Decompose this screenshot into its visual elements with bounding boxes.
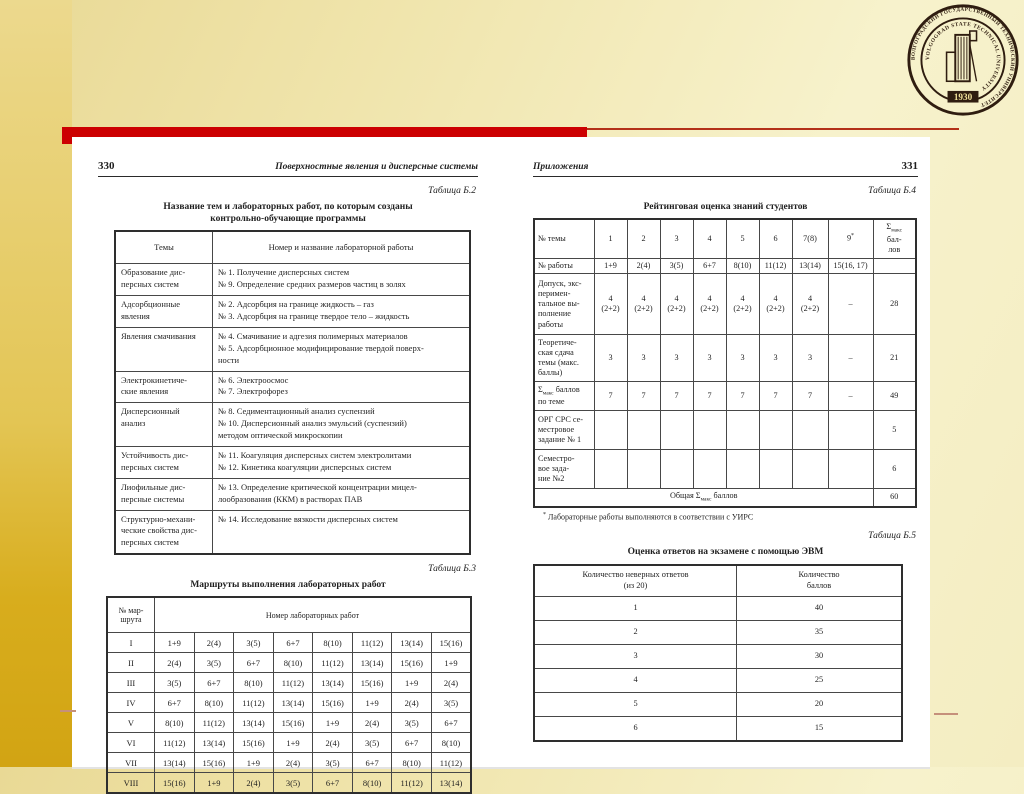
works-cell: № 11. Коагуляция дисперсных систем электролитами № 12. Кинетика коагуляции дисперсных систем — [213, 447, 471, 479]
left-page-number: 330 — [98, 160, 115, 172]
left-running-header: Поверхностные явления и дисперсные системы — [275, 161, 478, 172]
table-cell: 8(10) — [155, 713, 195, 733]
table-row — [534, 411, 916, 450]
table-cell — [693, 411, 726, 450]
table-header-cell: 4 — [693, 219, 726, 259]
row-label-cell: Семестро- вое зада- ние №2 — [534, 450, 594, 489]
table-header-cell: 3 — [660, 219, 693, 259]
table-cell: 7 — [792, 382, 828, 411]
table-cell: 7 — [693, 382, 726, 411]
table-cell: VIII — [107, 773, 155, 794]
table-cell: 3(5) — [392, 713, 432, 733]
table-row — [115, 510, 470, 554]
table-cell — [693, 450, 726, 489]
table-cell: 13(14) — [792, 258, 828, 273]
table-cell: 6+7 — [234, 653, 274, 673]
table-header-cell: № темы — [534, 219, 594, 259]
table-cell: 35 — [737, 620, 902, 644]
table-cell: 6+7 — [194, 673, 234, 693]
table-cell: 11(12) — [392, 773, 432, 794]
table-cell: 2(4) — [273, 753, 313, 773]
table-row — [115, 447, 470, 479]
left-book-page — [98, 160, 478, 794]
rating-table — [533, 218, 917, 508]
table-cell: III — [107, 673, 155, 693]
table-cell: 7 — [759, 382, 792, 411]
table-cell: 8(10) — [234, 673, 274, 693]
table-cell: 28 — [873, 274, 916, 335]
theme-cell: Образование дис- персных систем — [115, 264, 213, 296]
table-cell: 3 — [759, 335, 792, 382]
table-cell: 4 (2+2) — [594, 274, 627, 335]
table-cell: 6+7 — [273, 633, 313, 653]
table-cell: 3(5) — [352, 733, 392, 753]
sum-header-cell: $\Sigma_{макс}$ бал- лов — [873, 219, 916, 259]
theme-cell: Адсорбционные явления — [115, 296, 213, 328]
table-cell: 1+9 — [155, 633, 195, 653]
table-header-cell: 7(8) — [792, 219, 828, 259]
table-cell: 3(5) — [234, 633, 274, 653]
table-cell: 6+7 — [431, 713, 471, 733]
table-cell: 21 — [873, 335, 916, 382]
exam-score-table-body — [534, 596, 902, 741]
table-header-cell: № мар- шрута — [107, 597, 155, 633]
table-row — [115, 403, 470, 447]
row-label-cell: Теоретиче- ская сдача темы (макс. баллы) — [534, 335, 594, 382]
table-cell: 15(16, 17) — [828, 258, 873, 273]
grand-total-value-cell: 60 — [873, 489, 916, 507]
table-cell: 20 — [737, 692, 902, 716]
table-cell: 8(10) — [194, 693, 234, 713]
table-row — [115, 296, 470, 328]
table-cell: 6+7 — [693, 258, 726, 273]
table-cell: 2(4) — [313, 733, 353, 753]
table-cell: 3(5) — [155, 673, 195, 693]
red-accent-bar — [62, 127, 587, 137]
table-cell: 2(4) — [234, 773, 274, 794]
table-cell: 1+9 — [194, 773, 234, 794]
theme-cell: Электрокинетиче- ские явления — [115, 371, 213, 403]
table-cell — [660, 450, 693, 489]
right-page-header — [533, 160, 918, 177]
table-cell: 6+7 — [352, 753, 392, 773]
table-cell: 4 — [534, 668, 737, 692]
table-cell: 11(12) — [155, 733, 195, 753]
artifact-dash-right — [934, 713, 958, 715]
table-cell: 30 — [737, 644, 902, 668]
table-cell: 40 — [737, 596, 902, 620]
works-cell: № 8. Седиментационный анализ суспензий № 10. Дисперсионный анализ эмульсий (суспензий) методом оптической микроскопии — [213, 403, 471, 447]
works-cell: № 13. Определение критической концентрации мицел- лообразования (ККМ) в растворах ПАВ — [213, 478, 471, 510]
table-cell — [660, 411, 693, 450]
table-row — [107, 753, 471, 773]
table-cell — [792, 450, 828, 489]
table-cell: 13(14) — [392, 633, 432, 653]
table-cell: 7 — [660, 382, 693, 411]
table-cell: 6+7 — [392, 733, 432, 753]
table-row — [115, 371, 470, 403]
row-label-cell: $\Sigma_{макс}$ баллов по теме — [534, 382, 594, 411]
table-cell: 13(14) — [352, 653, 392, 673]
table-cell: 11(12) — [431, 753, 471, 773]
table-cell: 13(14) — [234, 713, 274, 733]
table-row — [107, 733, 471, 753]
table-row — [115, 264, 470, 296]
table-row — [534, 644, 902, 668]
table-cell: 13(14) — [431, 773, 471, 794]
grand-total-label-cell: Общая $\Sigma_{макс}$ баллов — [534, 489, 873, 507]
table-header-cell: Номер лабораторных работ — [155, 597, 472, 633]
table-cell: 8(10) — [431, 733, 471, 753]
table-header-cell: Темы — [115, 231, 213, 264]
table-cell: 6+7 — [313, 773, 353, 794]
table-cell: 25 — [737, 668, 902, 692]
red-accent-line — [587, 128, 959, 130]
table-b3-caption: Таблица Б.3 — [428, 564, 476, 575]
table-cell — [726, 411, 759, 450]
table-row — [534, 335, 916, 382]
table-cell: 11(12) — [313, 653, 353, 673]
theme-cell: Лиофильные дис- персные системы — [115, 478, 213, 510]
asterisk-marker: * — [851, 233, 855, 240]
table-cell: 4 (2+2) — [693, 274, 726, 335]
table-cell: 11(12) — [352, 633, 392, 653]
table-cell: 3 — [726, 335, 759, 382]
table-cell — [873, 258, 916, 273]
table-row — [107, 673, 471, 693]
table-cell — [594, 450, 627, 489]
table-cell: 15 — [737, 716, 902, 741]
seal-english-ring-text: VOLGOGRAD STATE TECHNICAL UNIVERSITY — [925, 21, 1001, 92]
exam-score-table — [533, 564, 903, 742]
table-cell: 2 — [534, 620, 737, 644]
table-cell: 1+9 — [273, 733, 313, 753]
table-cell: 1+9 — [313, 713, 353, 733]
asterisk-marker: * — [543, 511, 546, 518]
table-cell: 2(4) — [392, 693, 432, 713]
table-row — [107, 773, 471, 794]
table-cell: 15(16) — [392, 653, 432, 673]
table-cell: – — [828, 335, 873, 382]
table-b4-caption: Таблица Б.4 — [868, 185, 916, 196]
row-label-cell: № работы — [534, 258, 594, 273]
table-cell: 13(14) — [273, 693, 313, 713]
table-cell: 1+9 — [431, 653, 471, 673]
table-cell: 4 (2+2) — [792, 274, 828, 335]
table-cell: 1+9 — [594, 258, 627, 273]
themes-table — [114, 230, 471, 555]
table-row — [534, 716, 902, 741]
left-page-header — [98, 160, 478, 177]
table-row — [534, 450, 916, 489]
table-cell: 3 — [693, 335, 726, 382]
table-cell: 4 (2+2) — [627, 274, 660, 335]
routes-table — [106, 596, 472, 794]
table-cell: I — [107, 633, 155, 653]
works-cell: № 14. Исследование вязкости дисперсных систем — [213, 510, 471, 554]
table-cell: 15(16) — [352, 673, 392, 693]
table-cell: 4 (2+2) — [726, 274, 759, 335]
table-cell: 4 (2+2) — [660, 274, 693, 335]
table-cell: 3 — [534, 644, 737, 668]
artifact-dash-left — [60, 710, 76, 712]
table-b5-caption: Таблица Б.5 — [868, 531, 916, 542]
right-book-page — [533, 160, 918, 742]
table-cell — [627, 450, 660, 489]
table-row — [534, 596, 902, 620]
table-cell: 15(16) — [273, 713, 313, 733]
table-cell — [828, 411, 873, 450]
table-cell — [594, 411, 627, 450]
routes-table-body — [107, 633, 471, 794]
table-cell: 15(16) — [431, 633, 471, 653]
table-cell: 8(10) — [313, 633, 353, 653]
row-label-cell: Допуск, экс- перимен- тальное вы- полнение работы — [534, 274, 594, 335]
table-row — [115, 231, 470, 264]
table-cell: 3 — [594, 335, 627, 382]
table-cell: 11(12) — [194, 713, 234, 733]
table-cell: – — [828, 274, 873, 335]
table-row — [534, 382, 916, 411]
table-row — [115, 327, 470, 371]
table-header-cell: Номер и название лабораторной работы — [213, 231, 471, 264]
table-row — [534, 274, 916, 335]
table-cell: 7 — [594, 382, 627, 411]
theme-cell: Явления смачивания — [115, 327, 213, 371]
table-cell: 4 (2+2) — [759, 274, 792, 335]
table-b2-caption: Таблица Б.2 — [428, 185, 476, 196]
table-cell: 5 — [534, 692, 737, 716]
red-accent-notch — [62, 127, 72, 144]
table-cell: 2(4) — [352, 713, 392, 733]
table-cell: 3(5) — [194, 653, 234, 673]
table-cell: 1+9 — [392, 673, 432, 693]
table-cell: 3(5) — [660, 258, 693, 273]
table-cell: 2(4) — [627, 258, 660, 273]
table-cell: 15(16) — [194, 753, 234, 773]
table-cell: 7 — [726, 382, 759, 411]
table-cell: 49 — [873, 382, 916, 411]
works-cell: № 6. Электроосмос № 7. Электрофорез — [213, 371, 471, 403]
gold-side-strip — [0, 0, 72, 767]
table-cell — [726, 450, 759, 489]
university-seal-logo — [904, 2, 1022, 118]
seal-inner-circle — [921, 18, 1004, 101]
table-cell: VII — [107, 753, 155, 773]
table-cell: 8(10) — [273, 653, 313, 673]
row-label-cell: ОРГ СРС се- местровое задание № 1 — [534, 411, 594, 450]
table-cell: IV — [107, 693, 155, 713]
table-row — [107, 693, 471, 713]
theme-cell: Структурно-механи- ческие свойства дис- персных систем — [115, 510, 213, 554]
table-cell — [828, 450, 873, 489]
table-cell: 15(16) — [234, 733, 274, 753]
table-header-cell: 9* — [828, 219, 873, 259]
table-row — [107, 633, 471, 653]
right-running-header: Приложения — [533, 161, 589, 172]
table-cell: 3(5) — [431, 693, 471, 713]
table-row — [107, 653, 471, 673]
table-row — [107, 713, 471, 733]
table-cell: 13(14) — [313, 673, 353, 693]
table-row — [534, 489, 916, 507]
table-row — [107, 597, 471, 633]
table-cell — [759, 450, 792, 489]
table-header-cell: 5 — [726, 219, 759, 259]
table-row — [534, 620, 902, 644]
table-cell: 6 — [534, 716, 737, 741]
table-cell — [759, 411, 792, 450]
seal-year-text: 1930 — [953, 92, 973, 103]
footnote: * Лабораторные работы выполняются в соответствии с УИРС — [543, 511, 754, 522]
table-cell — [627, 411, 660, 450]
seal-building-icon — [947, 31, 977, 81]
table-header-cell: 6 — [759, 219, 792, 259]
table-cell: VI — [107, 733, 155, 753]
table-cell: 15(16) — [313, 693, 353, 713]
table-cell: 3 — [660, 335, 693, 382]
table-b4-title: Рейтинговая оценка знаний студентов — [643, 201, 808, 212]
table-header-cell: 2 — [627, 219, 660, 259]
works-cell: № 1. Получение дисперсных систем № 9. Определение средних размеров частиц в золях — [213, 264, 471, 296]
table-cell: 11(12) — [234, 693, 274, 713]
table-cell: 15(16) — [155, 773, 195, 794]
table-cell: 1 — [534, 596, 737, 620]
table-row — [534, 219, 916, 259]
works-cell: № 2. Адсорбция на границе жидкость – газ № 3. Адсорбция на границе твердое тело – жидкость — [213, 296, 471, 328]
table-cell: – — [828, 382, 873, 411]
table-cell: 5 — [873, 411, 916, 450]
table-cell: 2(4) — [194, 633, 234, 653]
table-header-cell: Количество неверных ответов (из 20) — [534, 565, 737, 597]
table-cell: 2(4) — [155, 653, 195, 673]
seal-russian-ring-text: ВОЛГОГРАДСКИЙ ГОСУДАРСТВЕННЫЙ ТЕХНИЧЕСКИЙ УНИВЕРСИТЕТ — [910, 6, 1016, 108]
table-cell: 8(10) — [392, 753, 432, 773]
table-cell: 8(10) — [352, 773, 392, 794]
table-cell: 7 — [627, 382, 660, 411]
table-b3-title: Маршруты выполнения лабораторных работ — [190, 580, 386, 591]
table-cell: 2(4) — [431, 673, 471, 693]
table-row — [534, 258, 916, 273]
table-cell: 6+7 — [155, 693, 195, 713]
table-cell: 3(5) — [313, 753, 353, 773]
table-b2-title: Название тем и лабораторных работ, по которым созданы контрольно-обучающие программы — [163, 201, 413, 224]
table-cell: 1+9 — [352, 693, 392, 713]
theme-cell: Дисперсионный анализ — [115, 403, 213, 447]
right-page-number: 331 — [901, 160, 918, 172]
table-b5-title: Оценка ответов на экзамене с помощью ЭВМ — [627, 547, 824, 558]
table-row — [534, 668, 902, 692]
table-cell: 13(14) — [155, 753, 195, 773]
table-cell: 3 — [627, 335, 660, 382]
table-cell: 11(12) — [759, 258, 792, 273]
table-cell: 11(12) — [273, 673, 313, 693]
table-cell: 13(14) — [194, 733, 234, 753]
table-row — [115, 478, 470, 510]
theme-cell: Устойчивость дис- персных систем — [115, 447, 213, 479]
table-header-cell: Количество баллов — [737, 565, 902, 597]
table-cell — [792, 411, 828, 450]
table-cell: 3(5) — [273, 773, 313, 794]
table-cell: II — [107, 653, 155, 673]
table-cell: 8(10) — [726, 258, 759, 273]
table-cell: 1+9 — [234, 753, 274, 773]
table-row — [534, 692, 902, 716]
table-header-cell: 1 — [594, 219, 627, 259]
table-row — [534, 565, 902, 597]
table-cell: 6 — [873, 450, 916, 489]
works-cell: № 4. Смачивание и адгезия полимерных материалов № 5. Адсорбционное модифицирование твердой поверх- ности — [213, 327, 471, 371]
table-cell: 3 — [792, 335, 828, 382]
table-cell: V — [107, 713, 155, 733]
